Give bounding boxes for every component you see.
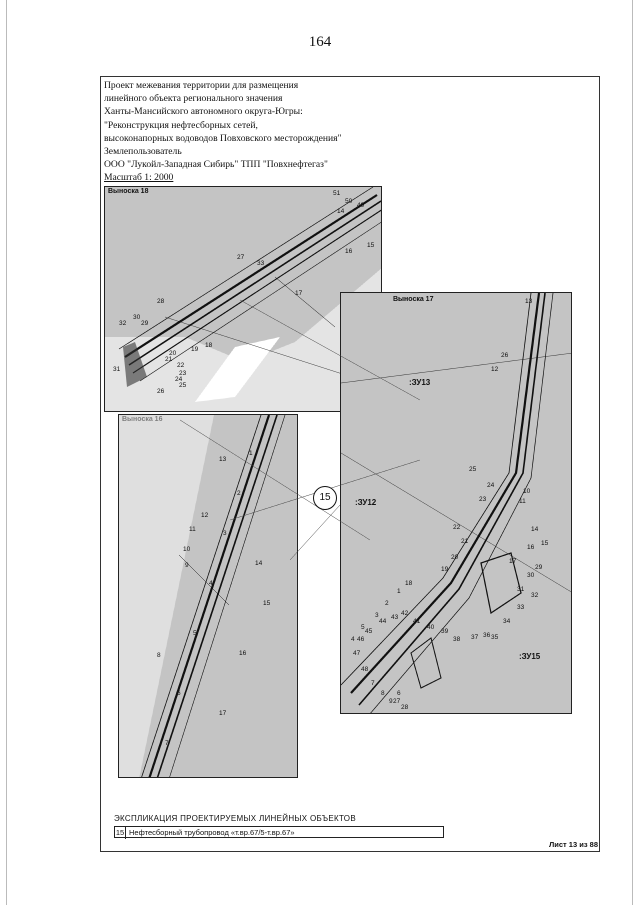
point-label: 16 [239,650,247,657]
header-line: Проект межевания территории для размещения [104,80,299,91]
point-label: 30 [133,314,141,321]
point-label: 43 [391,614,399,621]
point-label: 33 [517,604,525,611]
point-label: 23 [479,496,487,503]
point-label: 28 [401,704,409,711]
point-label: 17 [295,290,303,297]
header-line: "Реконструкция нефтесборных сетей, [104,119,258,131]
point-label: 51 [333,190,341,197]
point-label: 10 [523,488,531,495]
point-label: 26 [157,388,165,395]
point-label: 7 [371,680,375,687]
point-label: 16 [345,248,353,255]
point-label: 10 [183,546,191,553]
point-label: 48 [361,666,369,673]
point-label: 21 [165,356,173,363]
point-label: 6 [177,690,181,697]
explication-title: ЭКСПЛИКАЦИЯ ПРОЕКТИРУЕМЫХ ЛИНЕЙНЫХ ОБЪЕКТОВ [114,814,356,823]
point-label: 11 [189,526,196,533]
point-label: 32 [531,592,539,599]
point-label: 21 [461,538,469,545]
point-label: 9 [185,562,189,569]
point-label: 45 [365,628,373,635]
explication-table [114,826,444,838]
point-label: 26 [501,352,509,359]
point-label: 16 [527,544,535,551]
point-label: 17 [219,710,227,717]
point-label: 2 [385,600,389,607]
point-label: 19 [191,346,199,353]
point-label: 18 [205,342,213,349]
point-label: 5 [193,630,197,637]
point-label: 24 [487,482,495,489]
point-label: 25 [469,466,477,473]
point-label: 6 [397,690,401,697]
point-label: 15 [367,242,375,249]
point-label: 8 [381,690,385,697]
header-line: Ханты-Мансийского автономного округа-Югры: [104,106,303,118]
point-label: 27 [393,698,401,705]
point-label: 35 [491,634,499,641]
point-label: 31 [517,586,525,593]
scan-edge-right [632,0,633,905]
point-label: 23 [179,370,187,377]
point-label: 4 [351,636,355,643]
point-label: 13 [525,298,533,305]
point-label: 14 [531,526,539,533]
point-label: 32 [119,320,127,327]
point-label: 50 [345,198,353,205]
point-label: 34 [503,618,511,625]
point-label: 29 [141,320,149,327]
point-label: 22 [453,524,461,531]
point-label: 20 [451,554,459,561]
point-label: 20 [169,350,177,357]
scale-line: Масштаб 1: 2000 [104,172,174,184]
point-label: 3 [223,530,227,537]
point-label: 14 [337,208,345,215]
point-label: 40 [427,624,435,631]
point-label: 11 [519,498,526,505]
point-label: 8 [157,652,161,659]
header-line: Землепользователь [104,146,182,158]
point-label: 25 [179,382,187,389]
point-label: 14 [255,560,263,567]
map-svg-17 [341,293,572,714]
panel-title: Выноска 18 [108,188,149,195]
point-label: 13 [219,456,227,463]
point-label: 3 [375,612,379,619]
header-line: линейного объекта регионального значения [104,93,283,105]
header-line: высоконапорных водоводов Повховского месторождения" [104,132,342,144]
map-panel-17 [340,292,572,714]
point-label: 5 [361,624,365,631]
point-label: 22 [177,362,185,369]
point-label: 38 [453,636,461,643]
panel-title: Выноска 17 [393,296,434,303]
point-label: 46 [357,636,365,643]
point-label: 39 [441,628,449,635]
point-label: 28 [157,298,165,305]
point-label: 18 [405,580,413,587]
point-label: 29 [535,564,543,571]
point-label: 12 [201,512,209,519]
point-label: 15 [541,540,549,547]
point-label: 27 [237,254,245,261]
map-panel-16 [118,414,298,778]
point-label: 7 [165,740,169,747]
point-label: 1 [397,588,401,595]
panel-title: Выноска 16 [122,416,163,423]
point-label: 44 [379,618,387,625]
point-label: 42 [401,610,409,617]
point-label: 33 [257,260,265,267]
point-label: 49 [357,202,365,209]
point-label: 36 [483,632,491,639]
explication-row-description: Нефтесборный трубопровод «т.вр.67/5-т.вр.67» [129,828,295,837]
zone-label-3u13: :ЗУ13 [409,378,431,387]
point-label: 31 [113,366,121,373]
zone-label-3u12: :ЗУ12 [355,498,377,507]
point-label: 37 [471,634,479,641]
explication-row-number: 15 [115,828,125,837]
header-line: ООО "Лукойл-Западная Сибирь" ТПП "Повхнефтегаз" [104,159,328,171]
point-label: 9 [389,698,393,705]
point-label: 47 [353,650,361,657]
page-number: 164 [308,34,332,50]
zone-label-3u15: :ЗУ15 [519,652,541,661]
map-svg-16 [119,415,298,778]
point-label: 24 [175,376,183,383]
point-label: 4 [209,580,213,587]
point-label: 17 [509,558,517,565]
object-number-circle: 15 [313,486,337,510]
point-label: 30 [527,572,535,579]
scan-edge-left [6,0,7,905]
point-label: 2 [237,490,241,497]
point-label: 12 [491,366,499,373]
sheet-info: Лист 13 из 88 [549,840,598,849]
header-block [104,79,342,185]
point-label: 41 [413,618,421,625]
point-label: 15 [263,600,271,607]
point-label: 1 [249,450,253,457]
point-label: 19 [441,566,449,573]
